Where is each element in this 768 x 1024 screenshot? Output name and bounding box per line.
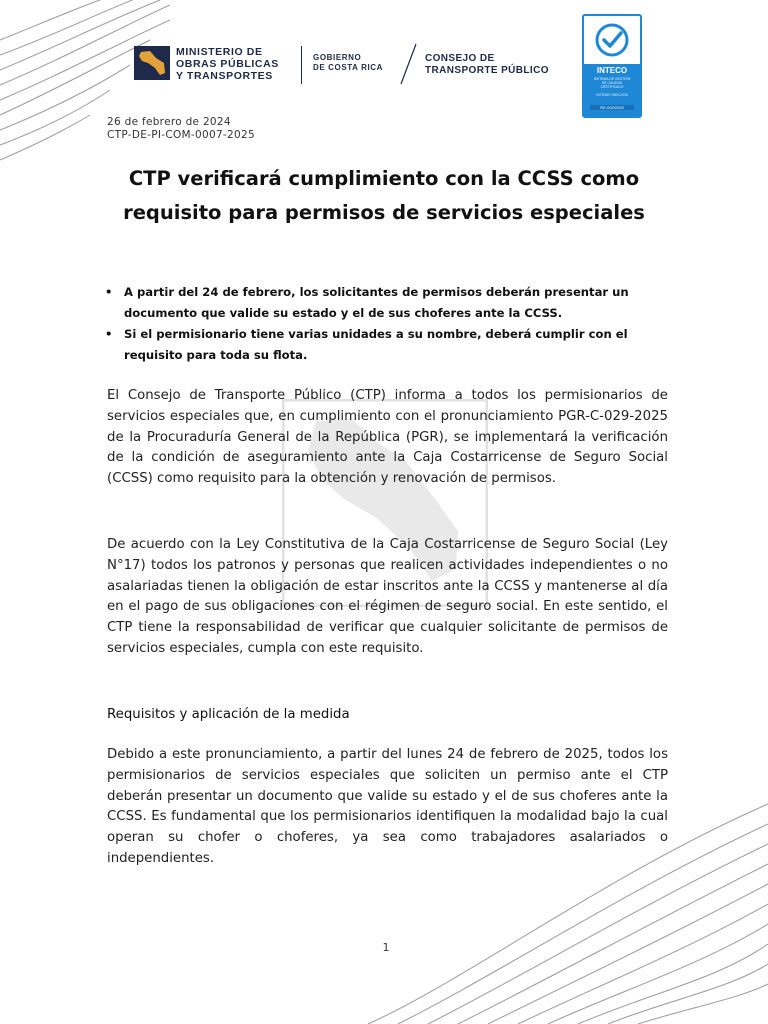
paragraph-intro: El Consejo de Transporte Público (CTP) informa a todos los permisionarios de servicios especiales que, en cumplimiento con el pronunciamiento PGR-C-029-2025 de la Procuraduría General de la República (PGR), se implementará la verificación de la condición de aseguramiento ante la Caja Costarricense de Seguro Social (CCSS) como requisito para la obtención y renovación de permisos.	[107, 388, 668, 487]
header-slash-divider	[398, 42, 418, 86]
header-divider	[301, 46, 302, 84]
document-date: 26 de febrero de 2024	[107, 116, 231, 128]
list-item: • A partir del 24 de febrero, los solicitantes de permisos deberán presentar un documento que valide su estado y el de sus choferes ante la CCSS.	[103, 282, 668, 324]
badge-line: SISTEMA DE GESTIÓN	[593, 77, 631, 81]
badge-line: DE CALIDAD	[601, 81, 623, 85]
document-meta	[107, 116, 255, 142]
council-name: CONSEJO DE TRANSPORTE PÚBLICO	[425, 53, 549, 76]
badge-line: CERTIFICADO	[600, 85, 624, 89]
paragraph-requirements: Debido a este pronunciamiento, a partir del lunes 24 de febrero de 2025, todos los permisionarios de servicios especiales que soliciten un permiso ante el CTP deberán presentar un documento que valide su estado y el de sus choferes ante la CCSS. Es fundamental que los permisionarios identifiquen la modalidad bajo la cual operan su chofer o choferes, ya sea como trabajadores asalariados o independientes.	[107, 747, 668, 866]
highlights-list	[103, 282, 668, 366]
mopt-logo	[134, 46, 170, 80]
badge-line: INTE/ISO 9001:2015	[596, 93, 628, 97]
title-line-1: CTP verificará cumplimiento con la CCSS como	[128, 167, 640, 190]
list-item: • Si el permisionario tiene varias unidades a su nombre, deberá cumplir con el requisito para toda su flota.	[103, 324, 668, 366]
badge-certificate-number: RE-002/2023	[590, 105, 634, 110]
inteco-certification-badge	[582, 14, 642, 118]
government-name: GOBIERNO DE COSTA RICA	[313, 53, 384, 72]
inteco-name: INTECO	[596, 66, 628, 75]
document-reference: CTP-DE-PI-COM-0007-2025	[107, 129, 255, 141]
page-title	[84, 162, 684, 230]
check-seal-icon	[594, 22, 630, 58]
title-line-2: requisito para permisos de servicios especiales	[123, 201, 645, 224]
page-number: 1	[382, 941, 390, 954]
section-heading: Requisitos y aplicación de la medida	[107, 707, 350, 722]
ministry-name: MINISTERIO DE OBRAS PÚBLICAS Y TRANSPORTES	[176, 46, 279, 82]
costa-rica-map-icon	[134, 46, 170, 80]
paragraph-law: De acuerdo con la Ley Constitutiva de la Caja Costarricense de Seguro Social (Ley N°17) todos los patronos y personas que realicen actividades independientes o no asalariadas tienen la obligación de estar inscritos ante la CCSS y mantenerse al día en el pago de sus obligaciones con el régimen de seguro social. En este sentido, el CTP tiene la responsabilidad de verificar que cualquier solicitante de permisos de servicios especiales, cumpla con este requisito.	[107, 537, 668, 656]
